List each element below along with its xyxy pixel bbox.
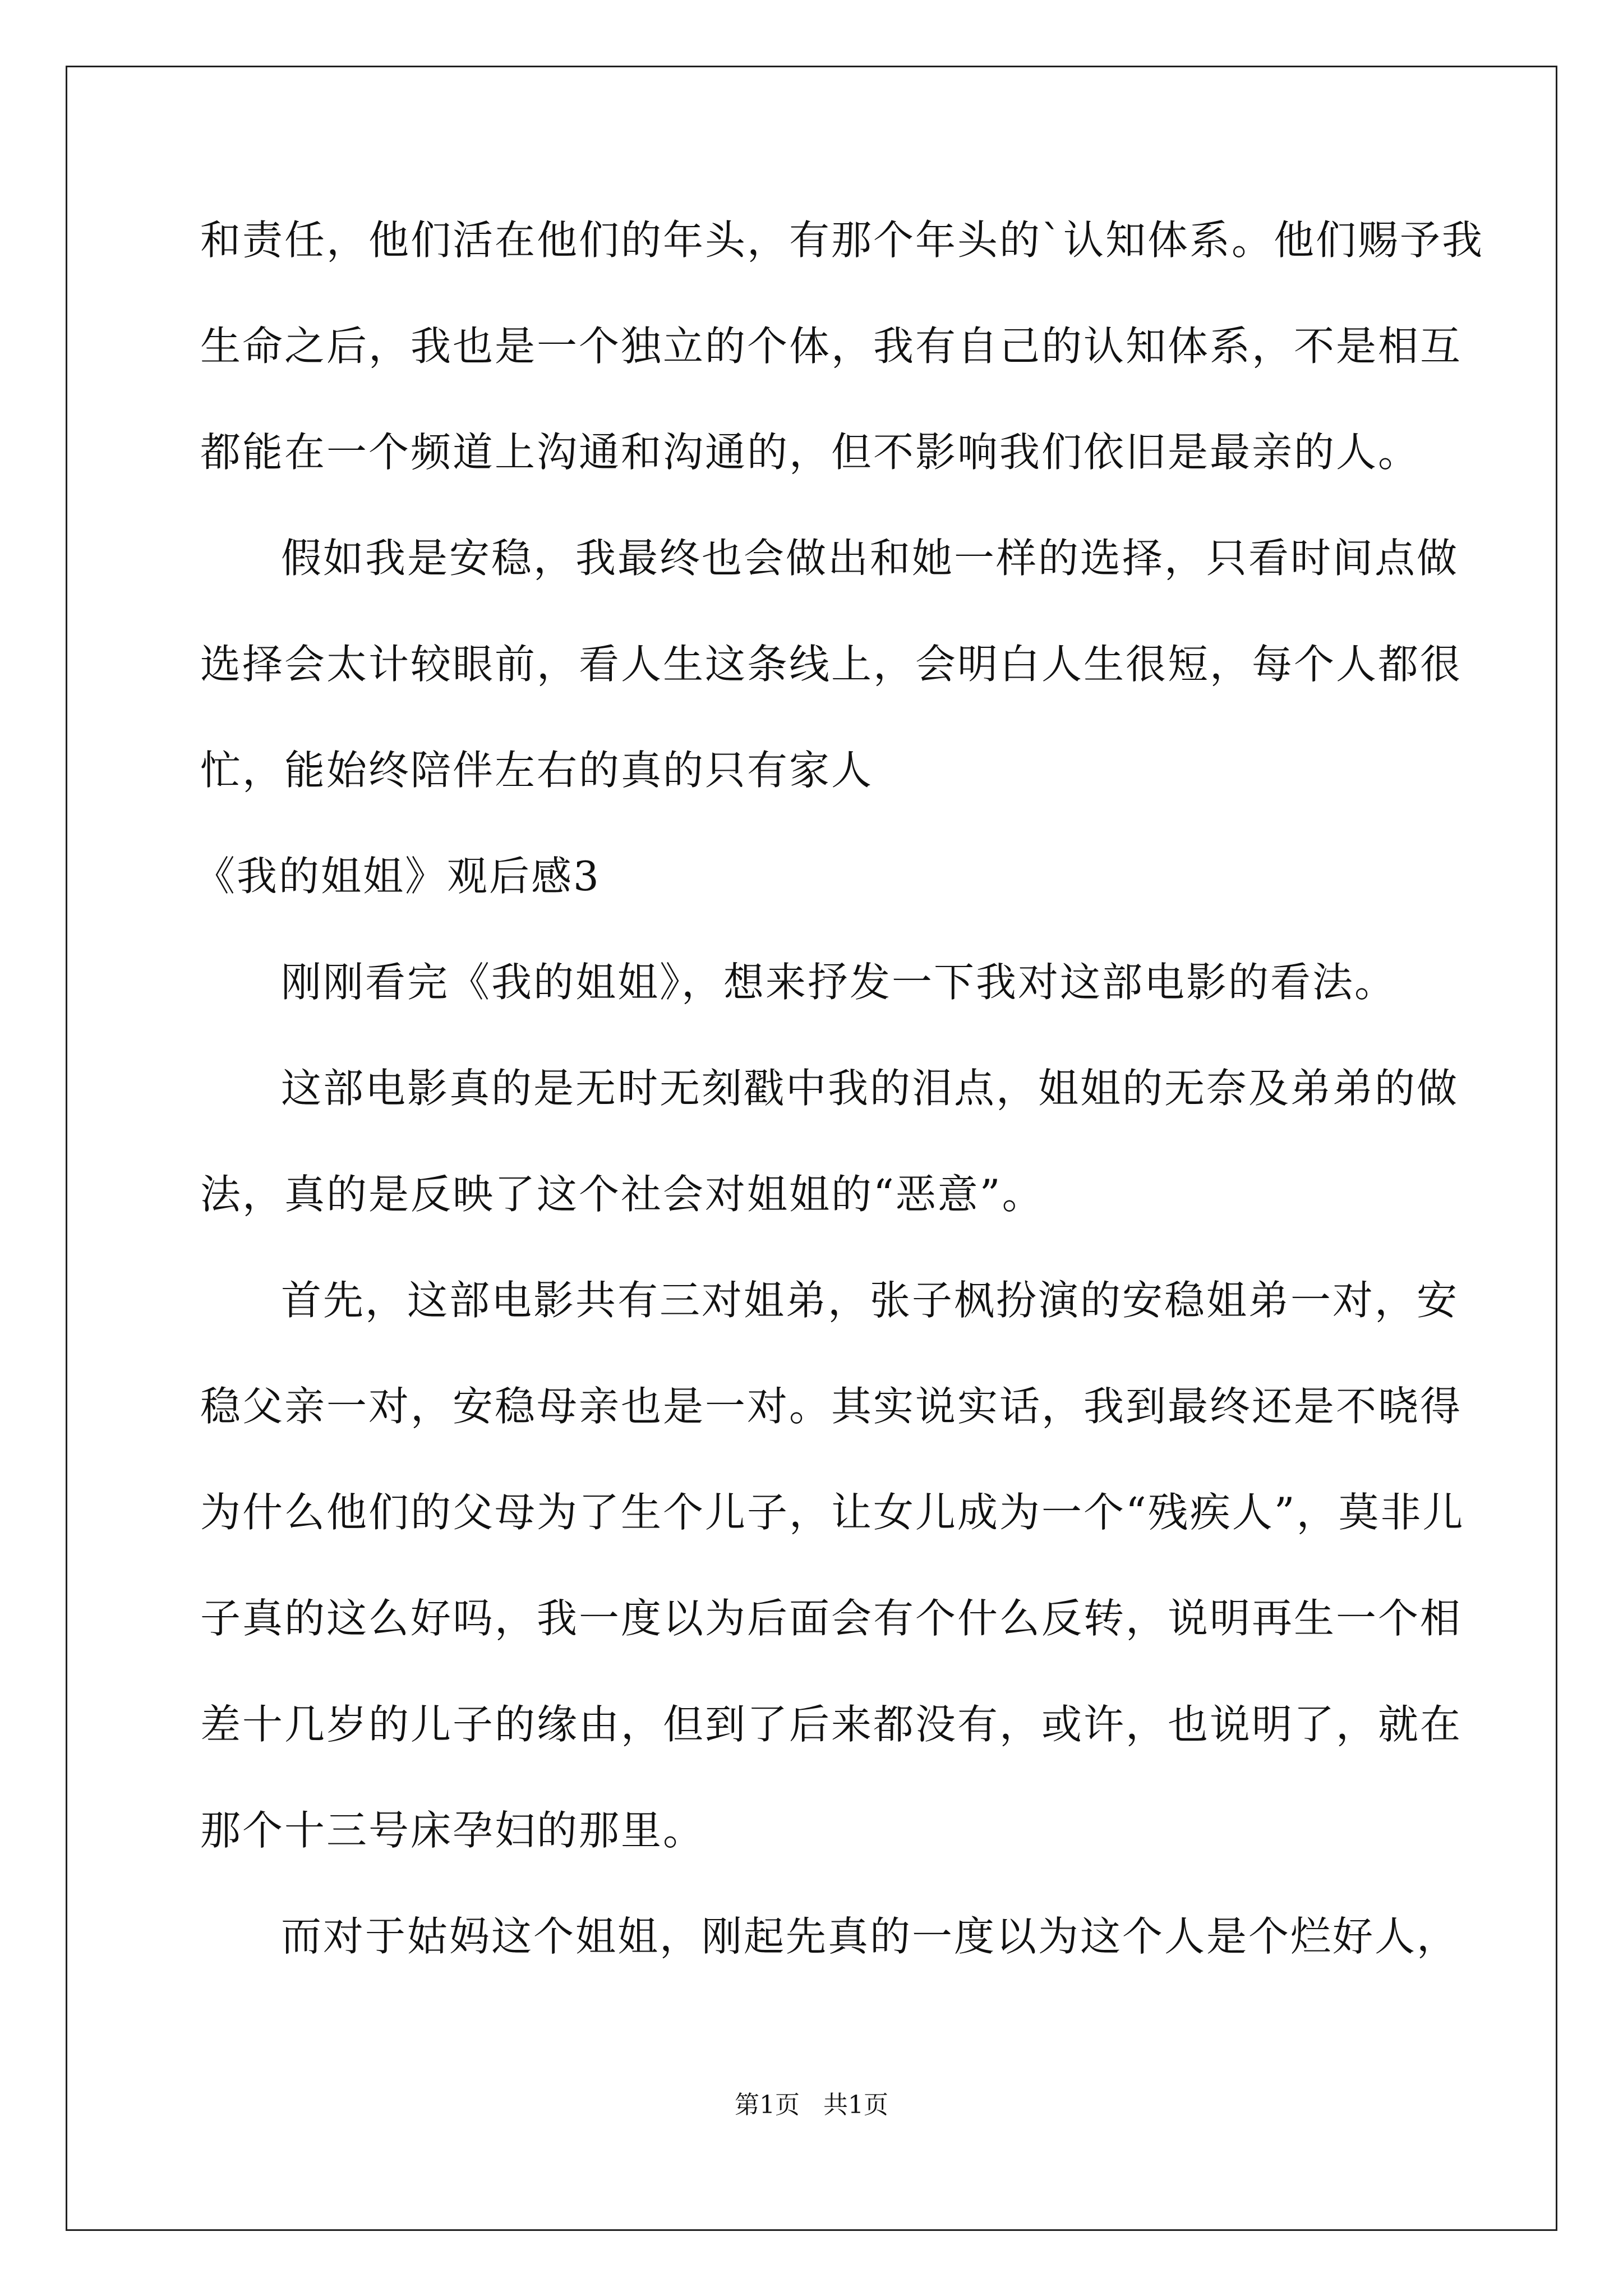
text-line: 为什么他们的父母为了生个儿子，让女儿成为一个“残疾人”，莫非儿 [200,1489,1465,1536]
text-line: 生命之后，我也是一个独立的个体，我有自己的认知体系，不是相互 [200,323,1463,370]
text-line: 差十几岁的儿子的缘由，但到了后来都没有，或许，也说明了，就在 [200,1701,1463,1748]
page-number: 第1页 [735,2091,800,2119]
text-line: 选择会太计较眼前，看人生这条线上，会明白人生很短，每个人都很 [200,641,1463,688]
text-line: 首先，这部电影共有三对姐弟，张子枫扮演的安稳姐弟一对，安 [281,1277,1459,1324]
paragraph-4 [200,1061,1459,1221]
paragraph-5 [200,1273,1465,1857]
text-line: 子真的这么好吗，我一度以为后面会有个什么反转，说明再生一个相 [200,1595,1463,1642]
paragraph-2 [200,531,1463,797]
text-line: 而对于姑妈这个姐姐，刚起先真的一度以为这个人是个烂好人， [281,1913,1459,1960]
text-line: 刚刚看完《我的姐姐》，想来抒发一下我对这部电影的看法。 [281,959,1397,1006]
paragraph-3 [200,955,1434,1009]
paragraph-6 [200,1910,1459,1963]
text-line: 这部电影真的是无时无刻戳中我的泪点，姐姐的无奈及弟弟的做 [281,1065,1459,1112]
text-line: 和责任，他们活在他们的年头，有那个年头的`认知体系。他们赐予我 [200,217,1484,264]
text-line: 法，真的是反映了这个社会对姐姐的“恶意”。 [200,1171,1044,1218]
document-body [195,213,1484,1963]
page-total: 共1页 [823,2091,888,2119]
paragraph-1 [200,213,1484,479]
page-footer [0,2090,1623,2121]
text-line: 假如我是安稳，我最终也会做出和她一样的选择，只看时间点做 [281,535,1459,582]
text-line: 稳父亲一对，安稳母亲也是一对。其实说实话，我到最终还是不晓得 [200,1383,1463,1430]
text-line: 都能在一个频道上沟通和沟通的，但不影响我们依旧是最亲的人。 [200,429,1421,476]
section-heading: 《我的姐姐》观后感3 [195,853,601,900]
text-line: 那个十三号床孕妇的那里。 [200,1807,706,1854]
text-line: 忙，能始终陪伴左右的真的只有家人 [200,747,874,794]
